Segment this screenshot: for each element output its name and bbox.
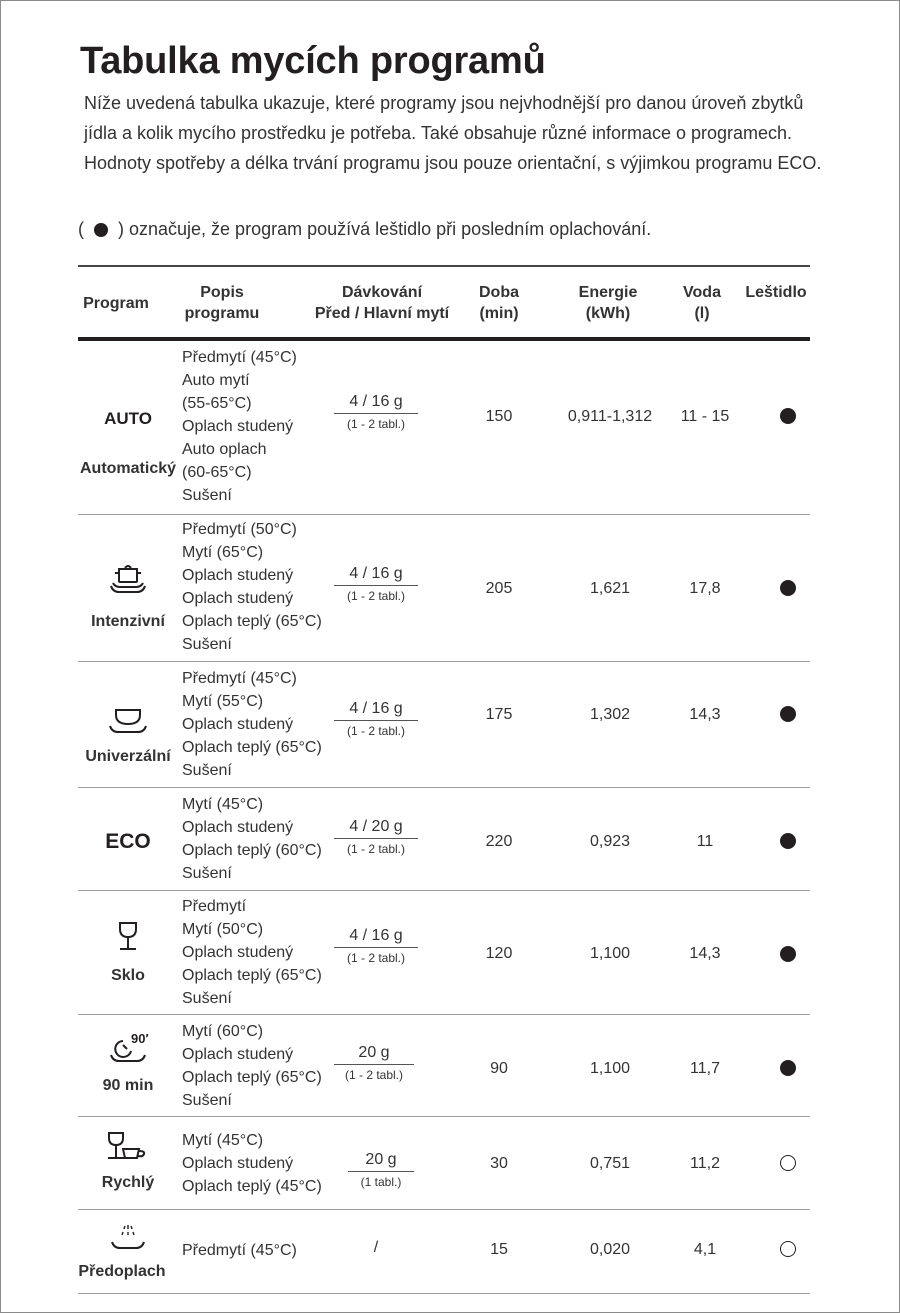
- program-name: Sklo: [111, 967, 145, 984]
- program-cell: [78, 409, 178, 429]
- header-energie-line1: Energie: [578, 284, 638, 301]
- header-energie: [566, 282, 650, 324]
- dosage-tablets: (1 - 2 tabl.): [346, 724, 406, 738]
- step: Oplach teplý (65°C): [182, 613, 322, 630]
- dosage-tablets: (1 - 2 tabl.): [344, 1068, 404, 1082]
- step: Oplach teplý (60°C): [182, 842, 322, 859]
- water-value: 4,1: [693, 1241, 717, 1258]
- rinse-aid-filled-icon: [780, 408, 796, 424]
- rinse-aid-empty-icon: [780, 1155, 796, 1171]
- water-value: 17,8: [689, 580, 721, 597]
- dosage: [334, 565, 418, 603]
- step: Sušení: [182, 636, 232, 653]
- header-lestidlo-label: Leštidlo: [745, 284, 807, 301]
- rinse-aid-legend: [78, 219, 651, 240]
- program-name-cell: [78, 460, 178, 478]
- energy-value: 1,100: [589, 945, 631, 962]
- pot-icon: [108, 562, 148, 598]
- program-cell: [78, 1222, 178, 1252]
- dosage-amount: 4 / 16 g: [334, 565, 418, 586]
- step: Předmytí (45°C): [182, 349, 297, 366]
- header-doba: [470, 282, 528, 324]
- program-cell: [78, 562, 178, 598]
- dosage-tablets: (1 - 2 tabl.): [346, 589, 406, 603]
- program-description: [182, 1020, 322, 1112]
- glass-and-cup-icon: [105, 1131, 151, 1163]
- dosage: [334, 700, 418, 738]
- wine-glass-icon: [116, 921, 140, 953]
- energy-value: 0,911-1,312: [567, 408, 653, 425]
- header-voda-line1: Voda: [683, 284, 721, 301]
- dosage-amount: 4 / 20 g: [334, 818, 418, 839]
- header-doba-line1: Doba: [479, 284, 519, 301]
- program-cell: [78, 830, 178, 854]
- energy-value: 1,100: [589, 1060, 631, 1077]
- program-name-cell: [78, 1174, 178, 1192]
- step: Oplach studený: [182, 567, 294, 584]
- dosage-tablets: (1 - 2 tabl.): [346, 417, 406, 431]
- table-row-sklo: [78, 891, 810, 1015]
- table-row-predoplach: [78, 1210, 810, 1294]
- program-name-cell: [78, 613, 178, 631]
- program-name: Rychlý: [101, 1174, 155, 1191]
- table-row-eco: [78, 788, 810, 891]
- dosage: [348, 1151, 414, 1189]
- row-divider: [78, 1293, 810, 1295]
- dosage-amount: 4 / 16 g: [334, 393, 418, 414]
- program-description: [182, 1239, 297, 1262]
- water-value: 14,3: [689, 706, 721, 723]
- program-cell: [78, 1131, 178, 1163]
- header-lestidlo: [738, 282, 814, 303]
- step: Sušení: [182, 990, 232, 1007]
- table-row-90min: [78, 1015, 810, 1117]
- spray-prerinse-icon: [108, 1222, 148, 1252]
- header-davkovani-line1: Dávkování: [341, 284, 423, 301]
- program-cell: [78, 706, 178, 736]
- header-popis: [172, 282, 272, 324]
- header-popis-line1: Popis: [200, 284, 244, 301]
- step: Mytí (55°C): [182, 693, 264, 710]
- dosage-amount: /: [373, 1239, 379, 1256]
- step: Předmytí (50°C): [182, 521, 297, 538]
- header-program: [78, 293, 154, 314]
- program-cell: [78, 1031, 178, 1065]
- program-description: [182, 346, 297, 507]
- header-voda-line2: (l): [694, 305, 710, 322]
- step: (55-65°C): [182, 395, 252, 412]
- program-description: [182, 667, 322, 782]
- dosage-amount: 20 g: [334, 1044, 414, 1065]
- step: Oplach studený: [182, 1046, 294, 1063]
- step: Oplach studený: [182, 716, 294, 733]
- program-name: Intenzivní: [91, 613, 165, 630]
- table-row-rychly: [78, 1117, 810, 1210]
- step: (60-65°C): [182, 464, 252, 481]
- svg-text:90′: 90′: [131, 1031, 149, 1046]
- rinse-aid-filled-icon: [780, 580, 796, 596]
- rinse-aid-filled-icon: [780, 946, 796, 962]
- water-value: 14,3: [689, 945, 721, 962]
- page-title: Tabulka mycích programů: [80, 40, 546, 82]
- step: Předmytí (45°C): [182, 1242, 297, 1259]
- step: Mytí (45°C): [182, 796, 264, 813]
- rinse-aid-empty-icon: [780, 1241, 796, 1257]
- step: Předmytí: [182, 898, 247, 915]
- program-name: 90 min: [102, 1077, 154, 1094]
- rinse-aid-filled-icon: [780, 833, 796, 849]
- table-row-auto: [78, 341, 810, 515]
- header-voda: [674, 282, 730, 324]
- dosage-tablets: (1 - 2 tabl.): [346, 842, 406, 856]
- water-value: 11,2: [690, 1155, 720, 1172]
- program-cell: [78, 921, 178, 953]
- legend-text: ) označuje, že program používá leštidlo při posledním oplachování.: [118, 219, 652, 239]
- dosage-amount: 4 / 16 g: [334, 700, 418, 721]
- header-doba-line2: (min): [479, 305, 519, 322]
- rinse-aid-filled-icon: [780, 1060, 796, 1076]
- duration-value: 30: [490, 1155, 508, 1172]
- header-davkovani: [300, 282, 464, 324]
- dosage-tablets: (1 - 2 tabl.): [346, 951, 406, 965]
- step: Mytí (65°C): [182, 544, 264, 561]
- energy-value: 0,751: [589, 1155, 631, 1172]
- program-name-cell: [72, 1263, 172, 1281]
- eco-text-icon: ECO: [105, 830, 151, 853]
- program-description: [182, 1129, 322, 1198]
- duration-value: 90: [490, 1060, 508, 1077]
- step: Mytí (45°C): [182, 1132, 264, 1149]
- step: Oplach studený: [182, 1155, 294, 1172]
- header-program-label: Program: [83, 295, 149, 312]
- auto-text-icon: AUTO: [104, 409, 152, 428]
- duration-value: 175: [485, 706, 513, 723]
- energy-value: 0,020: [589, 1241, 631, 1258]
- program-description: [182, 895, 322, 1010]
- step: Sušení: [182, 865, 232, 882]
- step: Mytí (50°C): [182, 921, 264, 938]
- intro-paragraph: Níže uvedená tabulka ukazuje, které programy jsou nejvhodnější pro danou úroveň zbytků jídla a kolik mycího prostředku je potřeba. Také obsahuje různé informace o programech. Hodnoty spotřeby a délka trvání programu jsou pouze orientační, s výjimkou programu ECO.: [84, 93, 822, 173]
- step: Sušení: [182, 1092, 232, 1109]
- program-name-cell: [78, 748, 178, 766]
- table-row-univerzalni: [78, 662, 810, 788]
- step: Oplach studený: [182, 418, 294, 435]
- energy-value: 1,621: [589, 580, 631, 597]
- duration-value: 150: [485, 408, 513, 425]
- step: Oplach studený: [182, 590, 294, 607]
- step: Sušení: [182, 762, 232, 779]
- step: Auto mytí: [182, 372, 250, 389]
- duration-value: 220: [485, 833, 513, 850]
- program-description: [182, 793, 322, 885]
- header-energie-line2: (kWh): [585, 305, 631, 322]
- program-name-cell: [78, 967, 178, 985]
- filled-dot-icon: [94, 223, 108, 237]
- program-name-cell: [78, 1077, 178, 1095]
- step: Auto oplach: [182, 441, 267, 458]
- dosage: [358, 1239, 394, 1257]
- duration-value: 120: [485, 945, 513, 962]
- table-row-intenzivni: [78, 515, 810, 662]
- step: Oplach teplý (65°C): [182, 967, 322, 984]
- program-description: [182, 518, 322, 656]
- step: Předmytí (45°C): [182, 670, 297, 687]
- program-name: Předoplach: [78, 1263, 166, 1280]
- dosage-amount: 20 g: [348, 1151, 414, 1172]
- legend-open-paren: (: [78, 219, 84, 239]
- header-popis-line2: programu: [184, 305, 260, 322]
- step: Sušení: [182, 487, 232, 504]
- program-name: Automatický: [79, 460, 177, 477]
- water-value: 11: [696, 833, 714, 850]
- energy-value: 1,302: [589, 706, 631, 723]
- step: Oplach teplý (65°C): [182, 1069, 322, 1086]
- bowl-icon: [106, 706, 150, 736]
- energy-value: 0,923: [589, 833, 631, 850]
- step: Mytí (60°C): [182, 1023, 264, 1040]
- step: Oplach teplý (65°C): [182, 739, 322, 756]
- step: Oplach studený: [182, 819, 294, 836]
- program-name: Univerzální: [85, 748, 171, 765]
- rinse-aid-filled-icon: [780, 706, 796, 722]
- water-value: 11,7: [690, 1060, 720, 1077]
- dosage-amount: 4 / 16 g: [334, 927, 418, 948]
- dosage: [334, 818, 418, 856]
- duration-value: 15: [490, 1241, 508, 1258]
- table-top-rule: [78, 265, 810, 267]
- step: Oplach teplý (45°C): [182, 1178, 322, 1195]
- clock-90-icon: [105, 1031, 151, 1065]
- dosage: [334, 1044, 414, 1082]
- duration-value: 205: [485, 580, 513, 597]
- water-value: 11 - 15: [680, 408, 730, 425]
- dosage: [334, 393, 418, 431]
- dosage: [334, 927, 418, 965]
- step: Oplach studený: [182, 944, 294, 961]
- header-davkovani-line2: Před / Hlavní mytí: [314, 305, 450, 322]
- dosage-tablets: (1 tabl.): [360, 1175, 402, 1189]
